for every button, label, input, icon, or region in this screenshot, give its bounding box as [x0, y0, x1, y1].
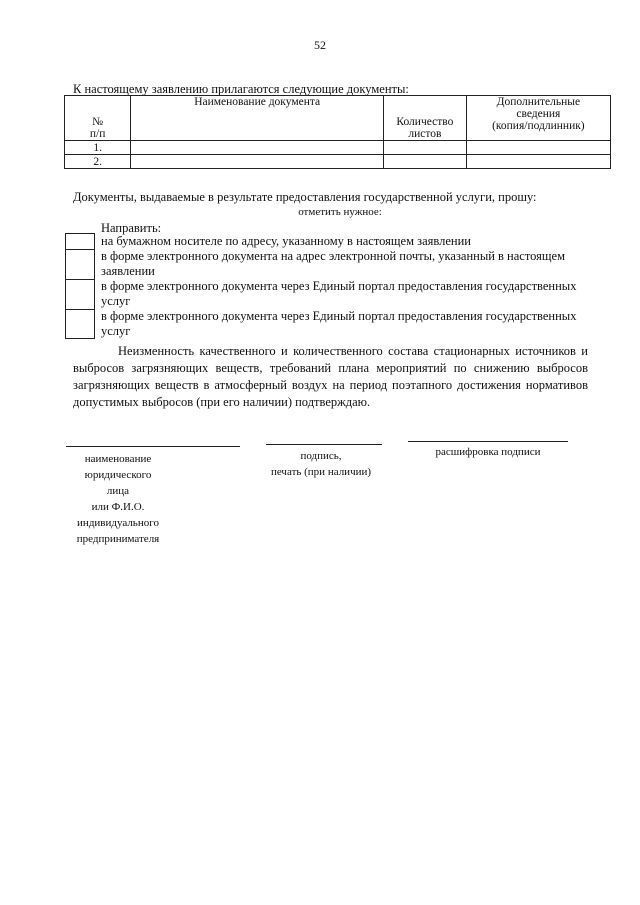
row-num: 1. — [65, 141, 131, 155]
header-extra-line1: Дополнительные — [496, 96, 581, 108]
name-caption-line2: юридического — [84, 469, 152, 481]
option-email: в форме электронного документа на адрес электронной почты, указанный в настоящем заявлении — [101, 249, 565, 278]
option-paper: на бумажном носителе по адресу, указанному в настоящем заявлении — [101, 234, 471, 248]
name-caption-line5: индивидуального — [77, 517, 159, 529]
header-qty-line1: Количество — [396, 116, 454, 128]
sign-signature-line[interactable] — [266, 444, 382, 445]
header-extra-line3: (копия/подлинник) — [492, 120, 585, 132]
row-extra-cell[interactable] — [466, 155, 610, 169]
table-row — [65, 155, 611, 169]
send-label: Направить: — [101, 221, 162, 235]
table-header-row — [65, 96, 611, 141]
row-qty-cell[interactable] — [384, 141, 467, 155]
row-qty-cell[interactable] — [384, 155, 467, 169]
header-extra — [466, 96, 610, 141]
header-qty — [384, 96, 467, 141]
email-delivery-checkbox[interactable] — [65, 249, 95, 280]
header-num-line1: № — [92, 116, 104, 128]
row-name-cell[interactable] — [131, 141, 384, 155]
table-row — [65, 141, 611, 155]
portal-delivery-checkbox-2[interactable] — [65, 309, 95, 339]
issued-docs-line: Документы, выдаваемые в результате предоставления государственной услуги, прошу: — [73, 190, 537, 204]
decode-caption: расшифровка подписи — [435, 446, 541, 458]
header-name: Наименование документа — [131, 96, 384, 141]
header-num — [65, 96, 131, 141]
header-qty-line2: листов — [408, 128, 442, 140]
delivery-checkbox-column — [65, 234, 95, 339]
name-caption-line6: предпринимателя — [76, 533, 160, 545]
header-num-line2: п/п — [89, 128, 106, 140]
name-caption-line1: наименование — [84, 453, 152, 465]
confirmation-paragraph: Неизменность качественного и количественного состава стационарных источников и выбросов загрязняющих веществ, требований плана мероприятий по снижению выбросов загрязняющих веществ в атмосферный воздух на период поэтапного достижения нормативов допустимых выбросов (при его наличии) подтверждаю. — [73, 344, 588, 409]
row-extra-cell[interactable] — [466, 141, 610, 155]
option-portal: в форме электронного документа через Единый портал предоставления государственных услуг — [101, 279, 577, 308]
name-caption — [58, 451, 178, 547]
row-num: 2. — [65, 155, 131, 169]
sign-caption — [256, 448, 386, 480]
documents-table — [64, 95, 611, 169]
portal-delivery-checkbox[interactable] — [65, 279, 95, 310]
name-signature-line[interactable] — [66, 446, 240, 447]
mark-needed-note: отметить нужное: — [298, 206, 382, 218]
name-caption-line4: или Ф.И.О. — [91, 501, 145, 513]
sign-caption-line2: печать (при наличии) — [270, 466, 372, 478]
page-number: 52 — [314, 38, 326, 52]
paper-delivery-checkbox[interactable] — [65, 233, 95, 250]
delivery-options — [101, 234, 596, 339]
decode-signature-line[interactable] — [408, 441, 568, 442]
header-extra-line2: сведения — [516, 108, 561, 120]
name-caption-line3: лица — [106, 485, 130, 497]
row-name-cell[interactable] — [131, 155, 384, 169]
option-portal-2: в форме электронного документа через Единый портал предоставления государственных услуг — [101, 309, 577, 338]
sign-caption-line1: подпись, — [300, 450, 342, 462]
attachments-intro: К настоящему заявлению прилагаются следующие документы: — [73, 82, 409, 96]
